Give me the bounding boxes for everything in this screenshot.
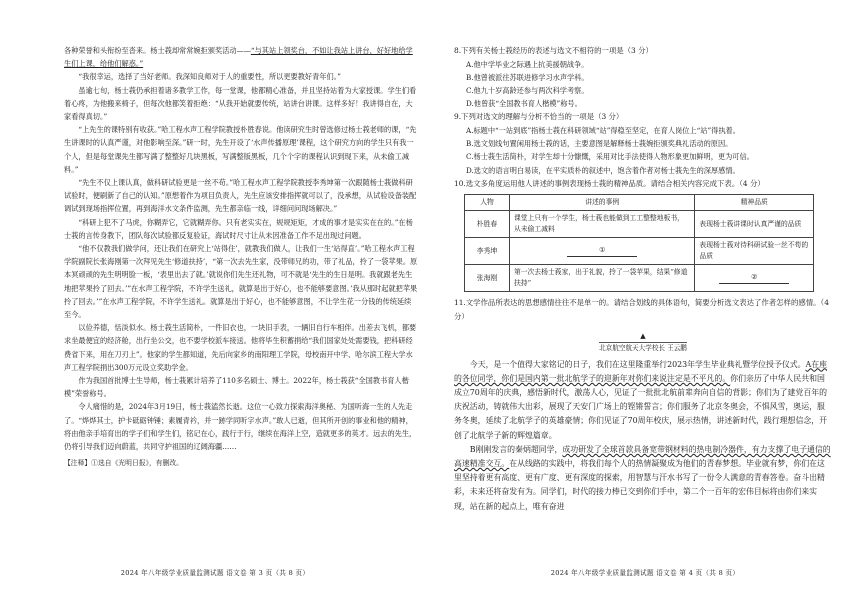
paragraph-2: 虽逾七旬，杨士莪仍承担着诸多教学工作，每一堂课，他都精心准备，并且坚持站着为大家授课。学生们看着心疼，为他搬来椅子，但每次他都笑着拒绝：“从我开始就要传统，站讲台讲课。这样多好！我讲得自在，大家看得真切。” <box>64 85 417 122</box>
speech-paragraph-1 <box>454 358 832 443</box>
paragraph-0 <box>64 44 418 70</box>
q8-option-b: B.他曾被派往苏联进修学习水声学科。 <box>466 72 589 82</box>
q8-option-a: A.他中学毕业之际遇上抗美援朝战争。 <box>466 59 589 69</box>
page-4 <box>430 0 860 595</box>
text-run: B刚刚发言的秦炳超同学， <box>469 444 563 454</box>
paragraph-5: “科研上犯不了马虎，你糊弄它，它就糊弄你。只有老实实在，规规矩矩，才成的事才是实实在在的。”在杨士莪的言传身教下，团队每次试验都反复验证，海试时尺寸让从未因准备工作不足出现过问题。 <box>64 217 413 240</box>
author-name: 北京航空航天大学校长 王云鹏 <box>599 343 687 352</box>
blank-marker: ① <box>567 245 637 257</box>
question-8: 8.下列有关杨士莪经历的表述与选文不相符的一项是（3 分） <box>454 46 653 55</box>
table-cell-person: 李秀坤 <box>465 238 510 265</box>
table-header-row <box>465 195 814 211</box>
answer-blank-2[interactable] <box>695 265 814 292</box>
q8-option-d: D.他曾获“全国教书育人楷模”称号。 <box>466 99 582 109</box>
text-run: 今天，是一个值得大家铭记的日子，我们在这里隆重举行2023年学生毕业典礼暨学位授予仪式。 <box>469 359 806 369</box>
q9-option-c: C.杨士莪生活简朴，对学生却十分慷慨，采用对比手法使得人物形象更加鲜明，更为可信。 <box>466 152 754 162</box>
table-cell-person: 朴胜春 <box>465 211 510 238</box>
answer-blank-1[interactable] <box>510 238 695 265</box>
separator-triangle: ▲ <box>640 331 646 340</box>
page-footer: 2024 年八年级学业质量监测试题 语文卷 第 4 页（共 8 页） <box>550 569 740 577</box>
text-run: 在从线路的实践中，将我们每个人的热情凝聚成为他们的青春梦想。毕业就有梦，你们在这里坚持着更有高度、更有广度、更有深度的探索，用智慧与汗水书写了一份令人满意的青春答卷。奋斗出精彩，未来还将奋发有为。同学们，时代的接力棒已交到你们手中，第二个一百年的宏伟目标将由你们来实现，站在新的起点上，唯有奋进 <box>454 459 825 511</box>
table-row <box>465 265 814 292</box>
table-row <box>465 238 814 265</box>
paragraph-3: “上先生的课特别有收获。”哈工程水声工程学院教授朴胜春说。他读研究生时曾选修过杨士莪老师的课，“先生讲课时的认真严谨，对他影响至深。”研一时，先生开设了‘水声传播原理’课程，这个研究方向的学生只有我一个人，但是每堂课先生都写满了整整好几块黑板，写满整版黑板，几个个字的课程认识到现下来，从未偷工减料。” <box>64 125 417 174</box>
paragraph-1: “我很幸运，选择了当好老师。我深知良师对于人的重要性，所以更要教好青年们。” <box>78 72 341 82</box>
question-10: 10.选文多角度运用他人讲述的事例表现杨士莪的精神品质。请结合相关内容完成下表。（4 分） <box>454 178 765 188</box>
table-row <box>465 211 814 238</box>
question-11: 11.文学作品所表达的思想感情往往不是单一的。请结合划线的具体语句，简要分析选文表达了作者怎样的感情。（4 分） <box>454 298 829 321</box>
table-header-cell: 精神品质 <box>695 195 814 211</box>
wavy-underlined-text: A在座的各位同学，你们是国内第一批北航学子的迎新年对你们来说注定是不平凡的。 <box>454 359 827 383</box>
page-footer: 2024 年八年级学业质量监测试题 语文卷 第 3 页（共 8 页） <box>120 569 310 577</box>
table-cell-quality: 表现杨士莪对待科研试验一丝不苟的品质 <box>695 238 814 265</box>
q10-table <box>464 194 814 292</box>
underlined-quote: “与其站上领奖台，不如让我站上讲台，好好地给学生们上课，给他们解惑。” <box>64 46 413 69</box>
paragraph-7: 以俭养德，恬淡似水。杨士莪生活简朴，一件旧衣也，一块旧手表，一辆旧自行车相伴。出差去飞机，都要求坐最便宜的经济舱，出行坐公交，也不要学校派车接送。他将毕生积蓄捐给“我们国家处处需要钱，把科研经费省下来，用在刀刃上”。他家的学生都知道，先后向家乡的南阳理工学院，母校南开中学、哈尔滨工程大学水声工程学院捐出300万元设立奖助学金。 <box>64 323 417 372</box>
text-run: 各种荣誉和头衔纷至沓来。杨士莪却常常婉拒颁奖活动—— <box>64 46 251 55</box>
paragraph-4: “先生不仅上课认真，做科研试验更是一丝不苟。”哈工程水声工程学院教授李秀坤第一次跟随杨士莪做科研试验时，便刷新了自己的认知。”原想着作为项目负责人，先生应该安排指挥就可以了，没承想，从试验设备装配调试到现场指挥位置，再到海洋水文条件监测，先生都亲临一线，详细问问现场解决。” <box>64 178 417 214</box>
table-header-cell: 人物 <box>465 195 510 211</box>
wavy-underlined-text: 成功研发了全球首款具备宽带钢材料的热电制冷器件，有力支撑了电子通信的高速精准交互。 <box>454 444 831 469</box>
table-header-cell: 讲述的事例 <box>510 195 695 211</box>
table-cell-quality: 表现杨士莪讲课时认真严谨的品质 <box>695 211 814 238</box>
paragraph-6: “他不仅教我们做学问，还让我们在研究上‘站得住’，就教我们做人，让我们一生‘站得直’。”哈工程水声工程学院副院长张海刚第一次拜见先生‘修道扶持’，“第一次去先生家，没带师兄的功，带了礼品，拎了一袋苹果。原本冥顽顽的先生明明脸一板，‘表里出去了就。’就说你们先生还礼物，可不就是‘先生的生日是明。我就跟老先生地把苹果拎了回去。’”在水声工程学院，不许学生送礼，就算是出于好心，也不能够要意图。’我从那时起就把苹果拎了回去。’”在水声工程学院，不许学生送礼。就算是出于好心，也不能够意图，不让学生花一分钱的传统延续至今。 <box>64 244 418 320</box>
footnote: 【注释】①选自《光明日报》，有删改。 <box>64 459 183 468</box>
table-cell-person: 张海刚 <box>465 265 510 292</box>
table-cell-example: 课堂上只有一个学生，杨士莪也能做到工工整整地板书，从未偷工减料 <box>510 211 695 238</box>
q9-option-a: A.标题中“一站到底”指杨士莪在科研领域“站”得稳至坚定，在育人岗位上“站”得执着。 <box>466 126 740 135</box>
blank-marker: ② <box>719 272 789 284</box>
table-cell-example: 第一次去杨士莪家，出于礼貌，拎了一袋苹果，结果“修道扶持” <box>510 265 695 292</box>
q8-option-c: C.他九十岁高龄还参与两次科学考察。 <box>466 86 589 95</box>
paragraph-8: 作为我国首批博士生导师，杨士莪累计培养了110多名硕士、博士。2022年，杨士莪获“全国教书育人楷模”荣誉称号。 <box>64 376 409 399</box>
byline <box>454 342 832 352</box>
question-9: 9.下列对选文的理解与分析不恰当的一项是（3 分） <box>454 112 624 122</box>
q9-option-d: D.选文的语言明白易读，在平实质朴的叙述中，饱含着作者对杨士莪先生的深厚感情。 <box>466 165 740 175</box>
q9-option-b: B.选文划线句置闲用杨士莪的话，主要意图是解释杨士莪婉拒颁奖典礼活动的原因。 <box>466 139 733 149</box>
text-run: 你们亲历了中华人民共和国成立70周年的庆典，感悟新时代，激荡人心，见证了一批批北航前辈奔向自信的背影；你们为了建党百年的庆祝活动，铸就伟大出彩，展现了天安门广场上的铿锵誓言；你们服务了北京冬奥会，不惧风雪，奥运，服务冬奥，延续了北航学子的英雄豪情；你们见证了70周年校庆，展示热情，讲述新时代，践行理想信念，开创了北航学子新的辉煌篇章。 <box>454 373 828 440</box>
paragraph-9: 令人痛惜的是，2024年3月19日，杨士莪溘然长逝。这位一心致力探索海洋奥秘、为国听海一生的人先走了。“烨烨其士，护卡砥砺钟锤；素履青衿，并一跡学同听字水声。”敢人已逝，但其所开创的事业和他的精神，将由他亲手培育出的学子们和学生们，铭记在心，践行于行，继续在海洋上空，造就更多的英才。远去的先生，仍将引导我们迈向蔚蓝，共同守护祖国的辽阔海疆…… <box>64 402 417 452</box>
speech-paragraph-2 <box>454 443 832 514</box>
